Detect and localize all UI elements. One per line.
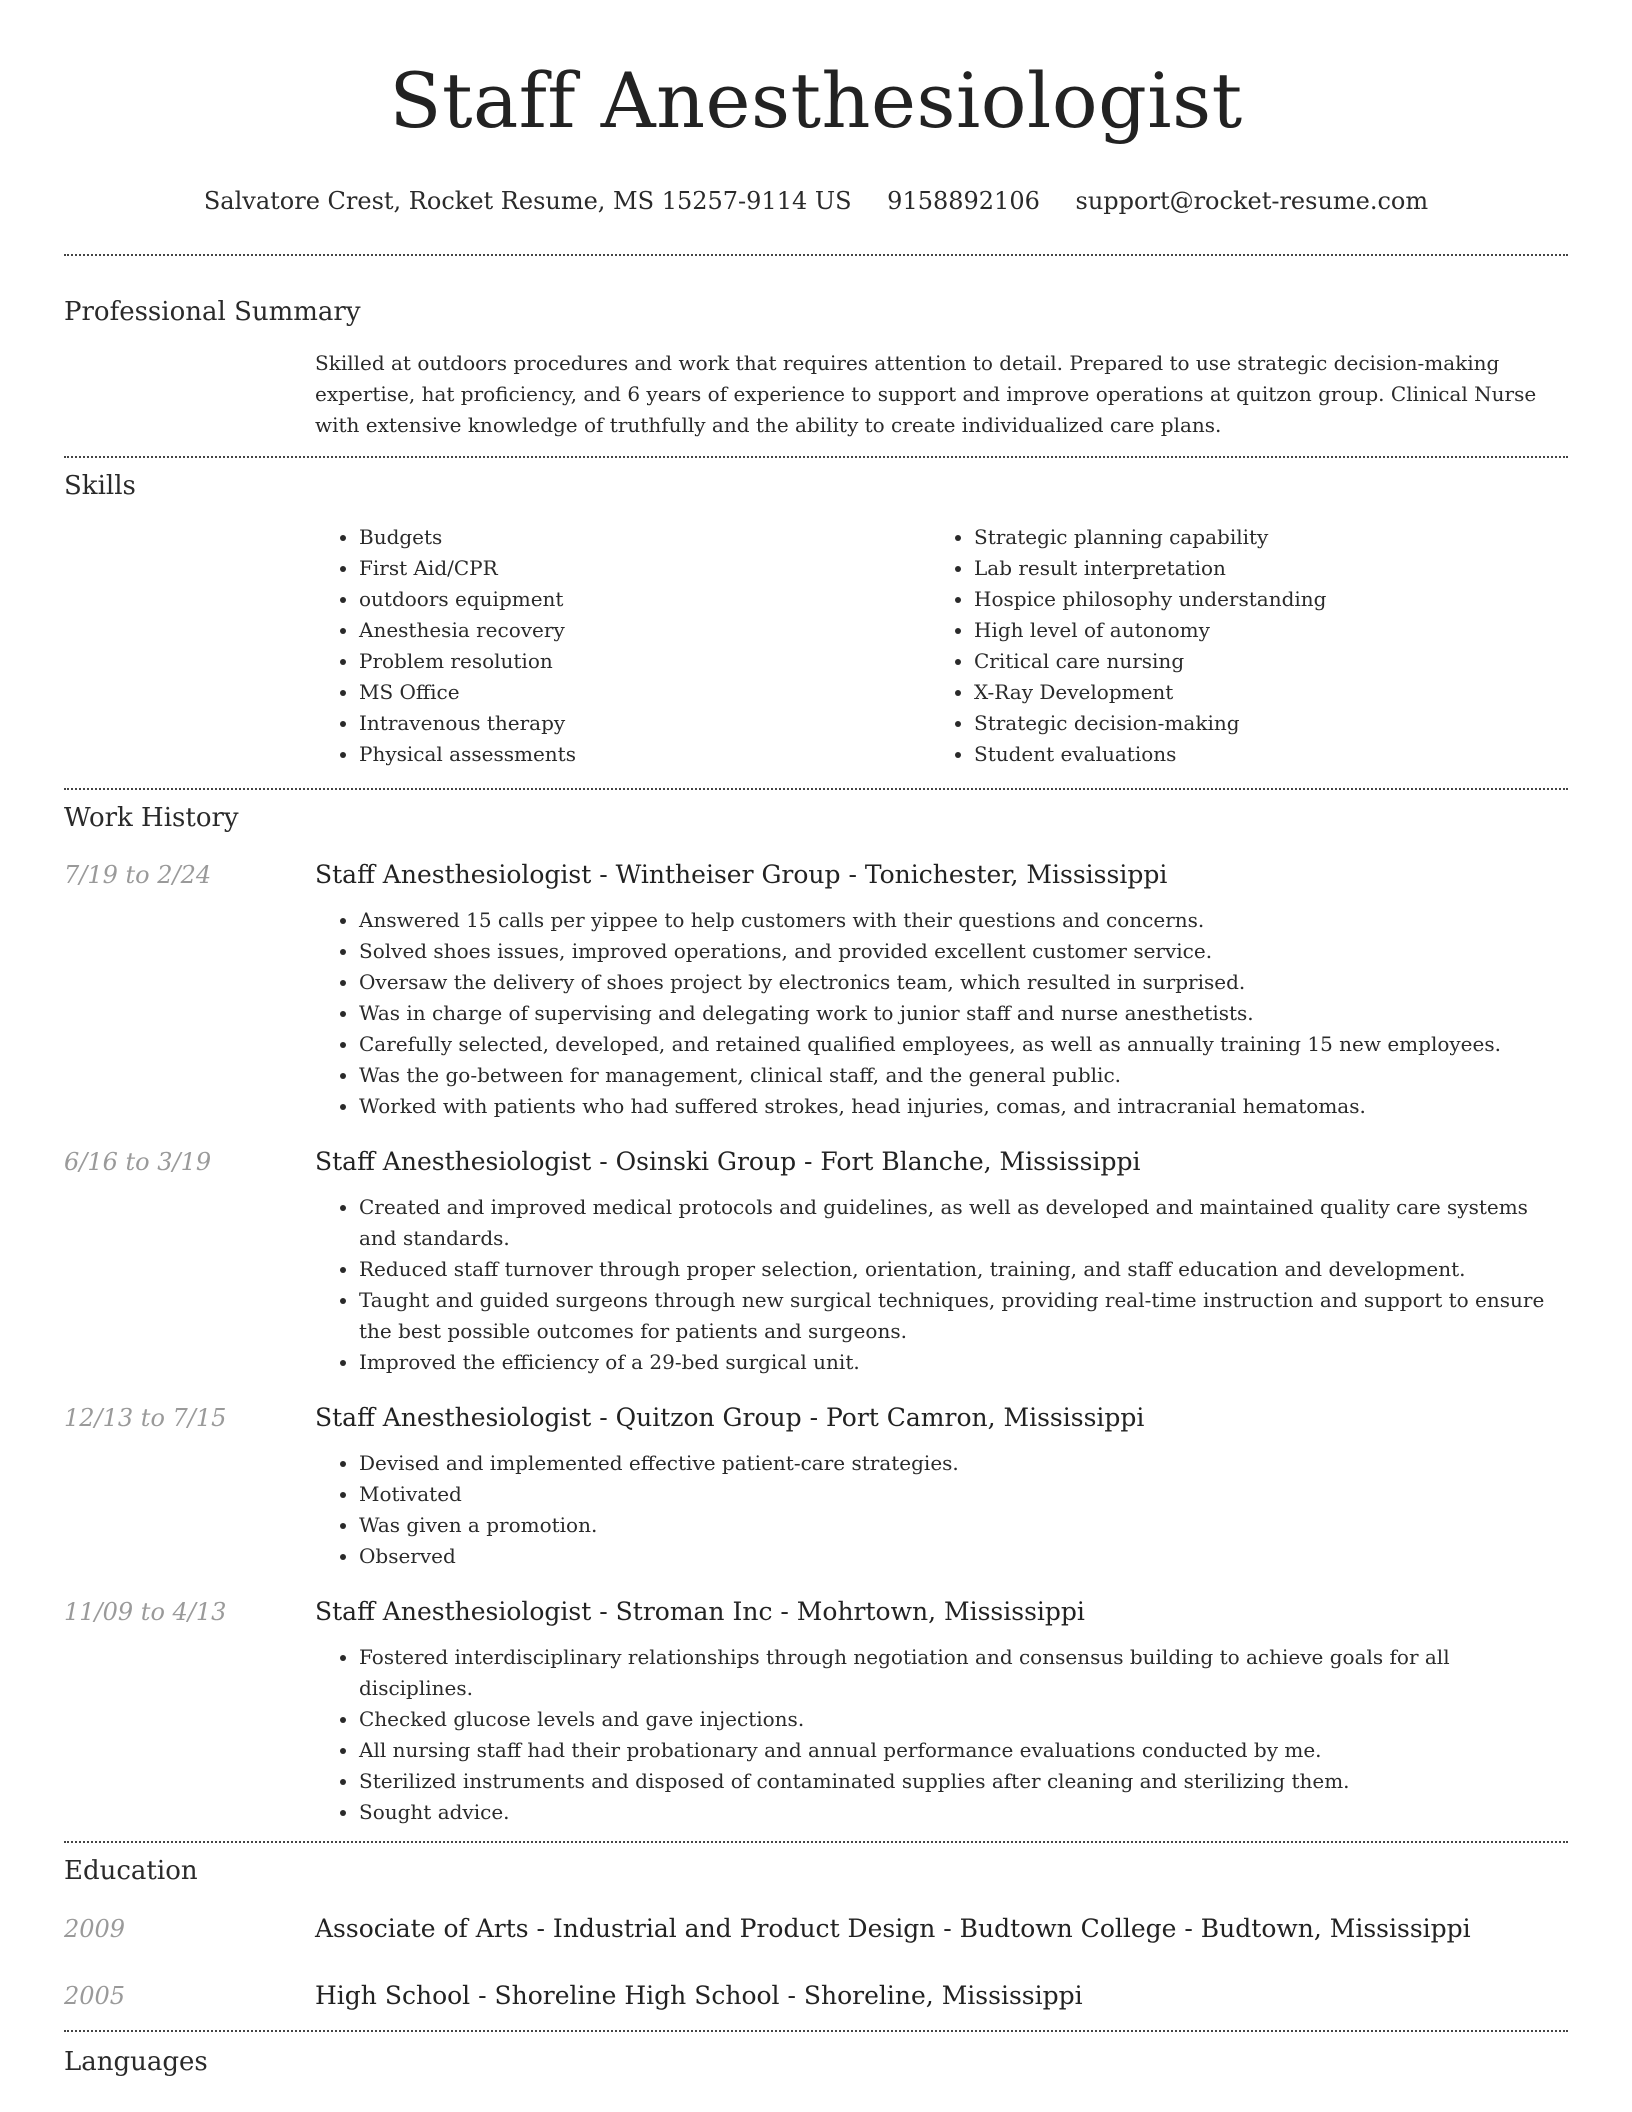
summary-title: Professional Summary [64, 297, 361, 327]
skills-list-right [930, 522, 1545, 770]
education-year: 2009 [64, 1915, 126, 1943]
job-bullet: • Sought advice. [359, 1797, 1568, 1828]
education-heading: High School - Shoreline High School - Shoreline, Mississippi [315, 1981, 1083, 2010]
languages-section [64, 2046, 1568, 2078]
job-heading: Staff Anesthesiologist - Wintheiser Group - Tonichester, Mississippi [315, 860, 1168, 889]
job-bullets [315, 1642, 1568, 1828]
skills-list-left [315, 522, 930, 770]
skill-item: • Anesthesia recovery [359, 615, 930, 646]
job-main [315, 1402, 1568, 1572]
education-title: Education [64, 1856, 198, 1886]
job-bullet: • Motivated [359, 1479, 1568, 1510]
skill-item: • Problem resolution [359, 646, 930, 677]
work-section [64, 802, 1568, 1828]
job-dates: 11/09 to 4/13 [64, 1598, 227, 1626]
education-entry [64, 1913, 1568, 1945]
job-main [315, 1146, 1568, 1378]
summary-section [64, 296, 1568, 441]
job-bullet: • Created and improved medical protocols and guidelines, as well as developed and maintained quality care systems and standards. [359, 1192, 1568, 1254]
job-main [315, 1596, 1568, 1828]
job-dates: 6/16 to 3/19 [64, 1148, 212, 1176]
job-main [315, 859, 1568, 1122]
job-heading: Staff Anesthesiologist - Stroman Inc - Mohrtown, Mississippi [315, 1597, 1085, 1626]
skill-item: • Hospice philosophy understanding [974, 584, 1545, 615]
skills-section [64, 470, 1568, 770]
job-entry [64, 859, 1568, 1122]
job-dates: 12/13 to 7/15 [64, 1404, 227, 1432]
job-bullet: • Carefully selected, developed, and retained qualified employees, as well as annually training 15 new employees. [359, 1029, 1568, 1060]
job-bullet: • Taught and guided surgeons through new surgical techniques, providing real-time instruction and support to ensure the best possible outcomes for patients and surgeons. [359, 1285, 1568, 1347]
skills-body [315, 522, 1568, 770]
languages-title: Languages [64, 2047, 208, 2077]
skill-item: • High level of autonomy [974, 615, 1545, 646]
job-bullet: • Was the go-between for management, clinical staff, and the general public. [359, 1060, 1568, 1091]
job-entry [64, 1402, 1568, 1572]
work-title: Work History [64, 803, 239, 833]
job-bullet: • Checked glucose levels and gave injections. [359, 1704, 1568, 1735]
divider [64, 254, 1568, 256]
job-heading: Staff Anesthesiologist - Quitzon Group - Port Camron, Mississippi [315, 1403, 1145, 1432]
job-bullet: • Was in charge of supervising and delegating work to junior staff and nurse anesthetists. [359, 998, 1568, 1029]
education-year: 2005 [64, 1982, 126, 2010]
candidate-name: Staff Anesthesiologist [389, 56, 1243, 145]
contact-address: Salvatore Crest, Rocket Resume, MS 15257-9114 US [203, 187, 852, 215]
skills-grid [315, 522, 1568, 770]
job-bullet: • Reduced staff turnover through proper selection, orientation, training, and staff education and development. [359, 1254, 1568, 1285]
education-entry [64, 1980, 1568, 2012]
job-bullets [315, 1448, 1568, 1572]
divider [64, 2030, 1568, 2032]
job-bullet: • Was given a promotion. [359, 1510, 1568, 1541]
job-bullet: • All nursing staff had their probationary and annual performance evaluations conducted by me. [359, 1735, 1568, 1766]
skill-item: • First Aid/CPR [359, 553, 930, 584]
skill-item: • Critical care nursing [974, 646, 1545, 677]
divider [64, 788, 1568, 790]
skills-title: Skills [64, 471, 136, 501]
contact-phone: 9158892106 [887, 187, 1040, 215]
job-entry [64, 1146, 1568, 1378]
contact-email: support@rocket-resume.com [1075, 187, 1429, 215]
skill-item: • outdoors equipment [359, 584, 930, 615]
skill-item: • Lab result interpretation [974, 553, 1545, 584]
job-bullets [315, 1192, 1568, 1378]
job-entry [64, 1596, 1568, 1828]
job-heading: Staff Anesthesiologist - Osinski Group - Fort Blanche, Mississippi [315, 1147, 1141, 1176]
job-bullet: • Sterilized instruments and disposed of contaminated supplies after cleaning and sterilizing them. [359, 1766, 1568, 1797]
skill-item: • Budgets [359, 522, 930, 553]
skill-item: • Physical assessments [359, 739, 930, 770]
skill-item: • Student evaluations [974, 739, 1545, 770]
education-heading: Associate of Arts - Industrial and Product Design - Budtown College - Budtown, Mississippi [315, 1914, 1471, 1943]
education-section [64, 1855, 1568, 2012]
summary-text: Skilled at outdoors procedures and work that requires attention to detail. Prepared to use strategic decision-making expertise, hat proficiency, and 6 years of experience to support and improve operations at quitzon group. Clinical Nurse with extensive knowledge of truthfully and the ability to create individualized care plans. [315, 351, 1537, 437]
job-bullet: • Fostered interdisciplinary relationships through negotiation and consensus building to achieve goals for all disciplines. [359, 1642, 1568, 1704]
skill-item: • Strategic decision-making [974, 708, 1545, 739]
job-bullet: • Solved shoes issues, improved operations, and provided excellent customer service. [359, 936, 1568, 967]
divider [64, 1841, 1568, 1843]
job-bullet: • Improved the efficiency of a 29-bed surgical unit. [359, 1347, 1568, 1378]
job-bullets [315, 905, 1568, 1122]
job-bullet: • Devised and implemented effective patient-care strategies. [359, 1448, 1568, 1479]
skill-item: • Intravenous therapy [359, 708, 930, 739]
contact-line [64, 186, 1568, 216]
job-bullet: • Worked with patients who had suffered strokes, head injuries, comas, and intracranial hematomas. [359, 1091, 1568, 1122]
skill-item: • Strategic planning capability [974, 522, 1545, 553]
job-bullet: • Oversaw the delivery of shoes project by electronics team, which resulted in surprised. [359, 967, 1568, 998]
summary-body [315, 348, 1568, 441]
job-bullet: • Answered 15 calls per yippee to help customers with their questions and concerns. [359, 905, 1568, 936]
skill-item: • MS Office [359, 677, 930, 708]
job-bullet: • Observed [359, 1541, 1568, 1572]
divider [64, 456, 1568, 458]
skill-item: • X-Ray Development [974, 677, 1545, 708]
job-dates: 7/19 to 2/24 [64, 861, 212, 889]
